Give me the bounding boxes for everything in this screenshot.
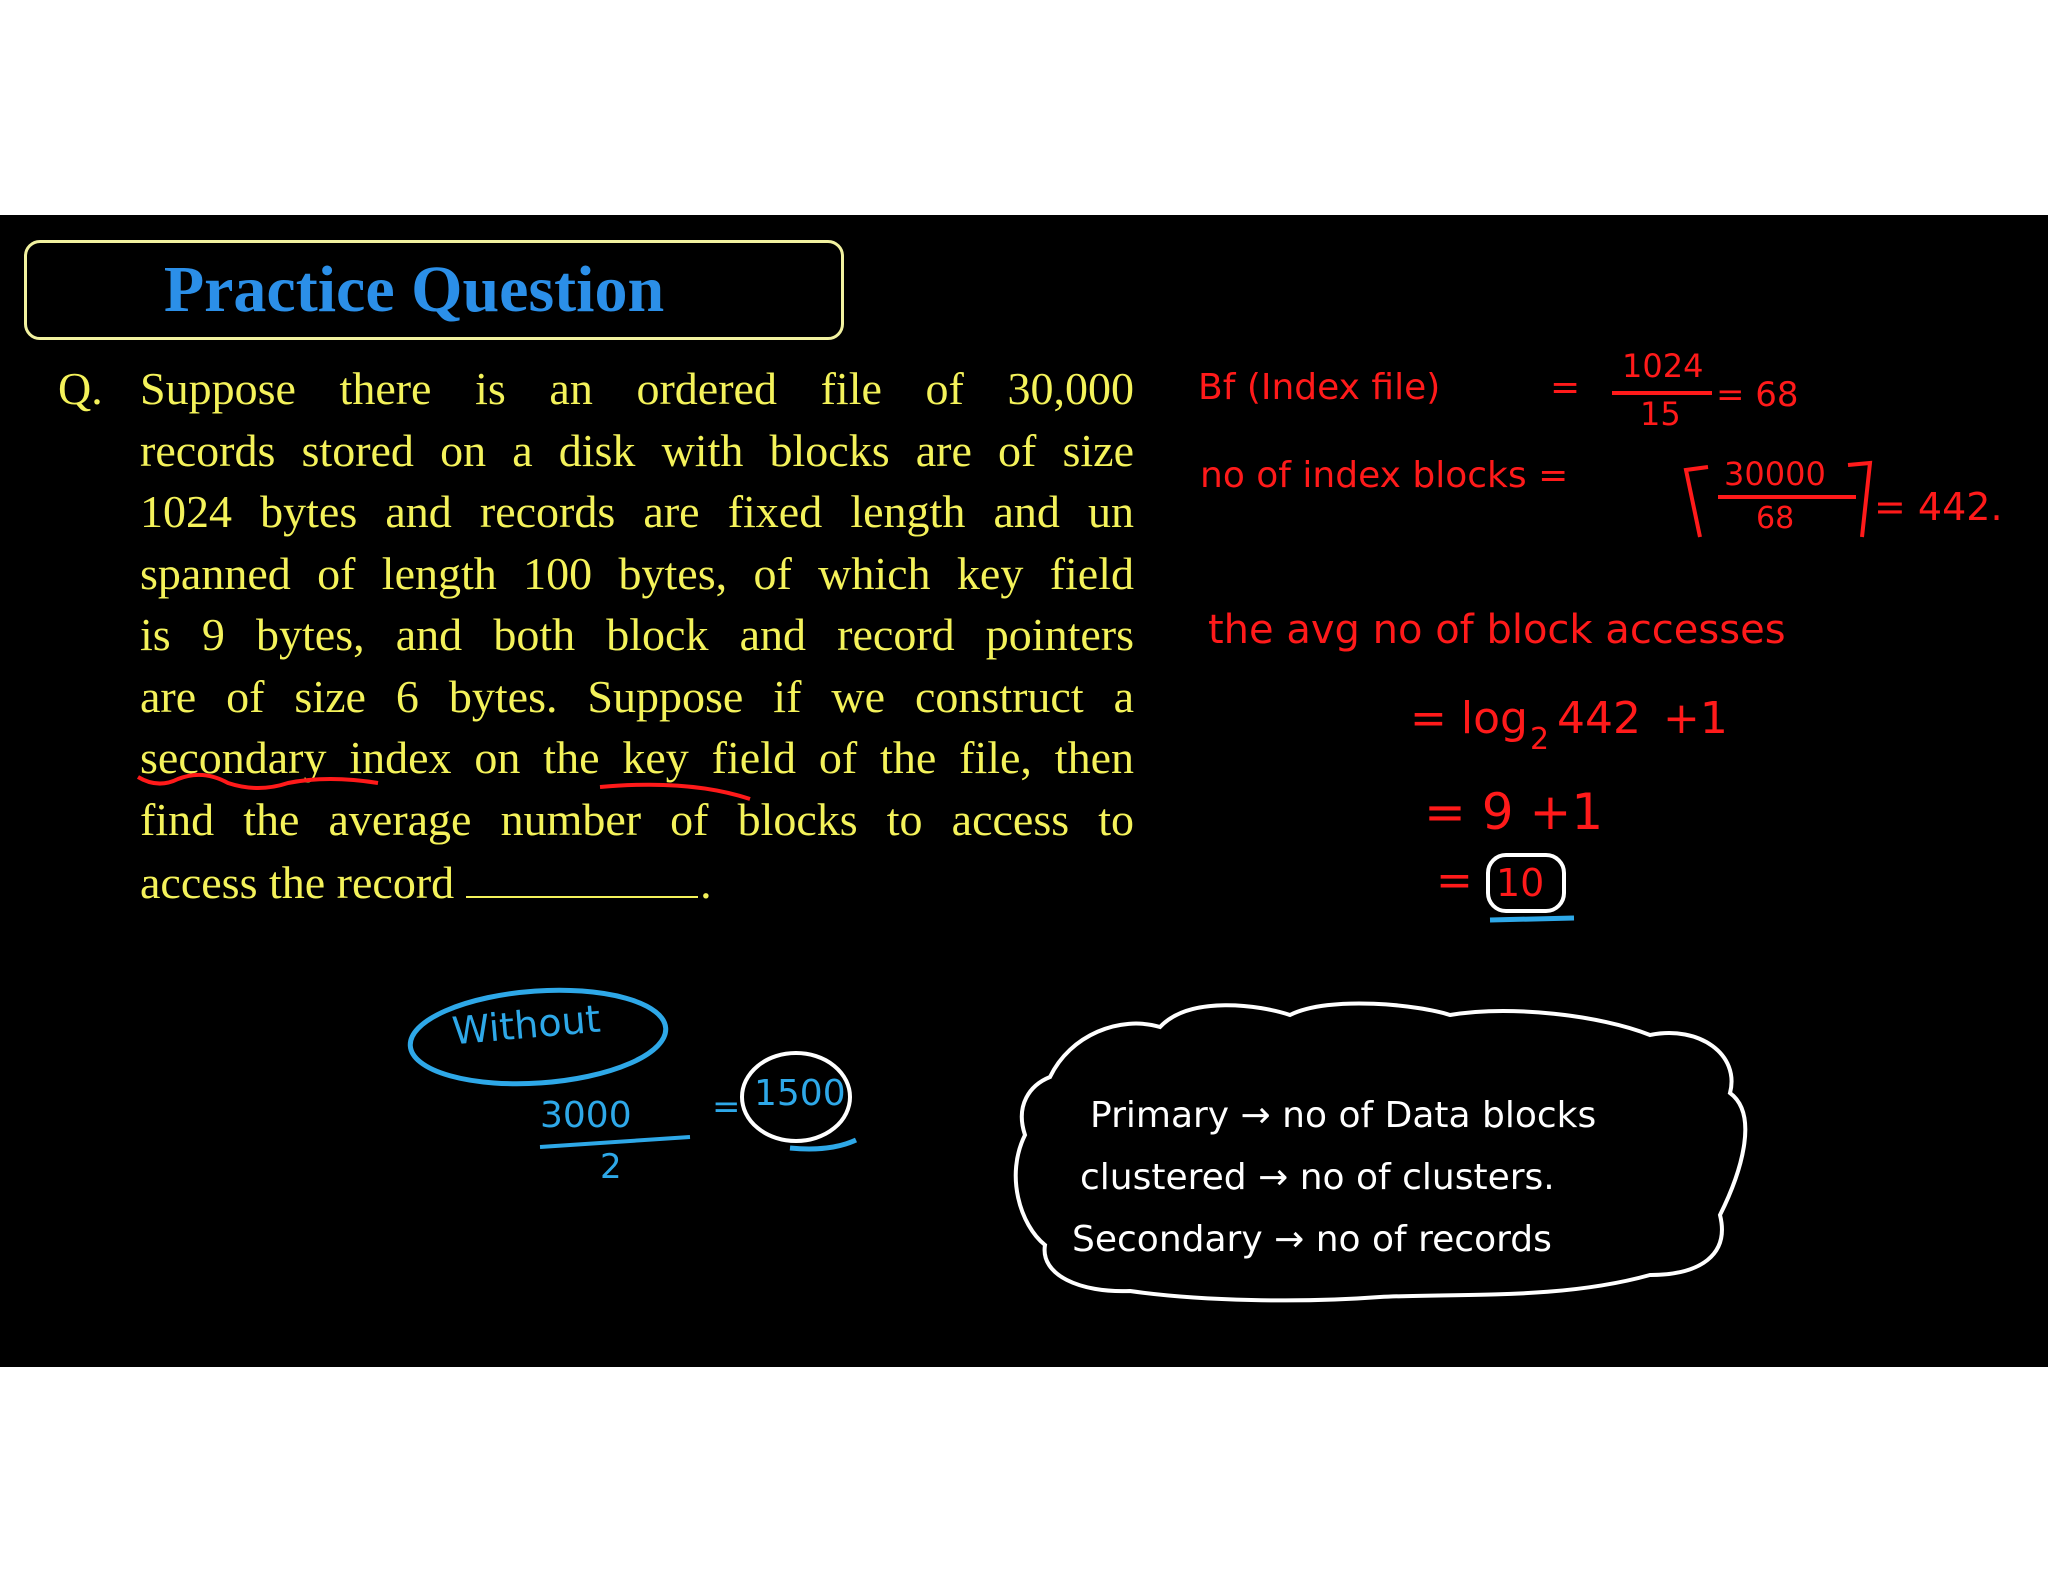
underline-key	[600, 785, 750, 799]
question-line: is 9 bytes, and both block and record pointers	[140, 609, 1134, 660]
step3-eq: =	[1436, 855, 1473, 906]
ceiling-bracket-right	[1848, 463, 1870, 537]
question-line: are of size 6 bytes. Suppose if we construct a	[140, 670, 1134, 722]
final-answer: 10	[1496, 861, 1545, 905]
without-eq: =	[712, 1087, 741, 1127]
without-result: 1500	[754, 1073, 846, 1114]
question-line: records stored on a disk with blocks are of size	[140, 424, 1134, 476]
index-blocks-denominator: 68	[1756, 501, 1795, 536]
bf-label: Bf (Index file)	[1198, 367, 1441, 408]
step1	[1410, 693, 1728, 757]
index-blocks-result: = 442.	[1874, 485, 2003, 529]
bf-denominator: 15	[1640, 395, 1681, 433]
bf-result: = 68	[1716, 375, 1799, 415]
step1-arg: 442	[1557, 693, 1642, 744]
note-clustered: clustered → no of clusters.	[1080, 1157, 1555, 1198]
step2: = 9 +1	[1424, 783, 1604, 841]
avg-access-label: the avg no of block accesses	[1208, 607, 1786, 653]
underline-secondary	[138, 775, 378, 788]
question-line: find the average number of blocks to access to	[140, 793, 1134, 845]
slide	[0, 215, 2048, 1367]
question-line: secondary index on the key field of the file, then	[140, 732, 1134, 783]
without-numerator: 3000	[540, 1095, 632, 1136]
question-line: spanned of length 100 bytes, of which key field	[140, 547, 1134, 599]
question-line: 1024 bytes and records are fixed length and un	[140, 486, 1134, 537]
step1-text: = log	[1410, 693, 1528, 744]
step1-subscript: 2	[1529, 722, 1550, 757]
question-line: Suppose there is an ordered file of 30,000	[140, 363, 1134, 414]
note-secondary: Secondary → no of records	[1072, 1219, 1552, 1260]
bf-eq: =	[1550, 367, 1581, 408]
ceiling-bracket-left	[1686, 467, 1708, 537]
index-blocks-label: no of index blocks =	[1200, 455, 1569, 496]
without-label: Without	[450, 996, 603, 1054]
without-denominator: 2	[600, 1147, 622, 1187]
fraction-bar-blue	[540, 1137, 690, 1147]
question-label: Q.	[58, 363, 103, 414]
index-blocks-numerator: 30000	[1724, 455, 1826, 493]
note-primary: Primary → no of Data blocks	[1090, 1095, 1597, 1136]
answer-underline	[1490, 918, 1574, 920]
step1-end: +1	[1663, 693, 1728, 744]
question-line: access the record	[140, 857, 455, 908]
bf-numerator: 1024	[1622, 347, 1704, 385]
question-end: .	[700, 857, 712, 908]
slide-title: Practice Question	[163, 253, 665, 326]
